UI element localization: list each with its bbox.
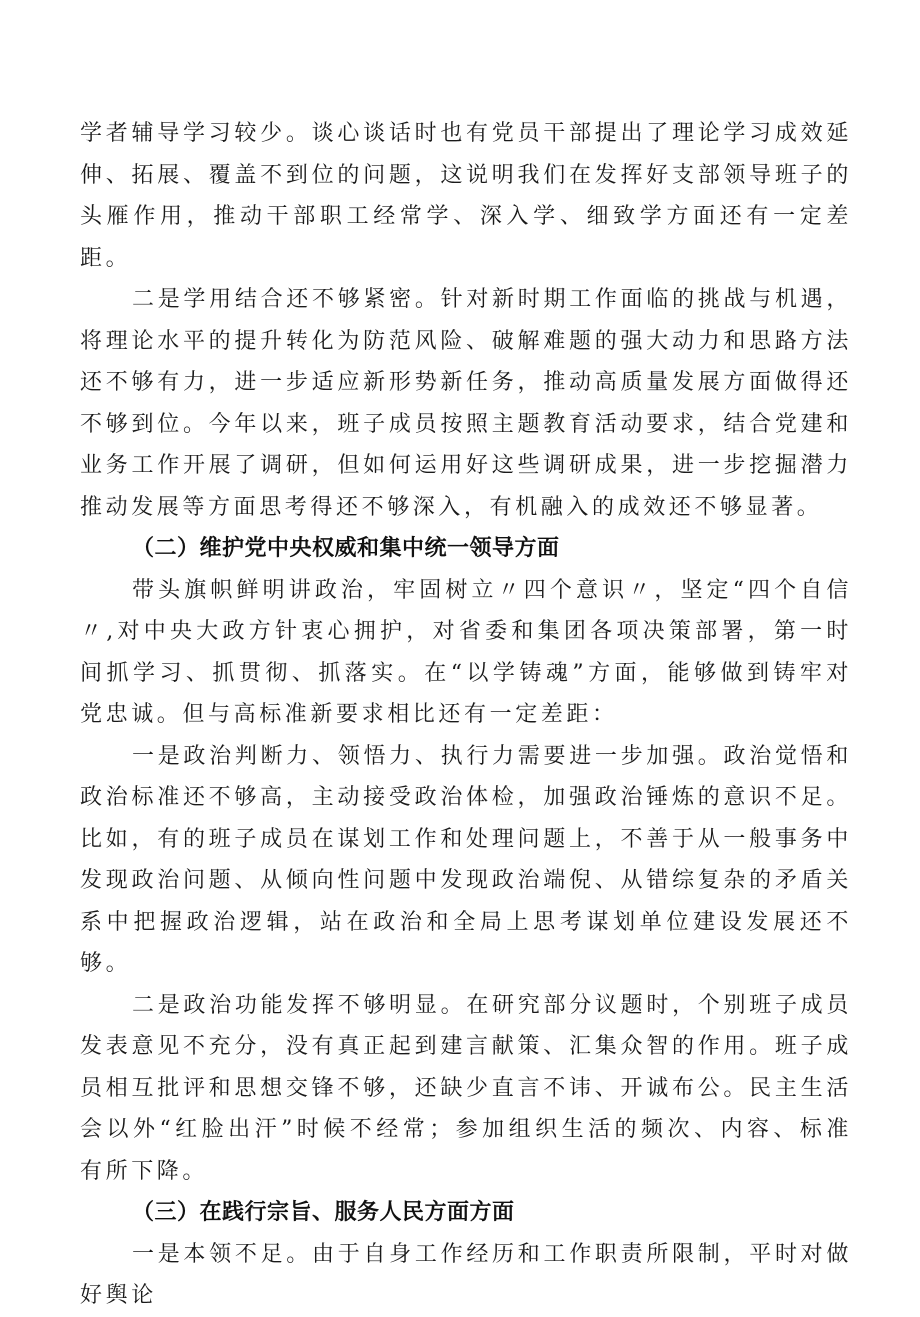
paragraph-political-judgment: 一是政治判断力、领悟力、执行力需要进一步加强。政治觉悟和政治标准还不够高，主动接受政治体检，加强政治锤炼的意识不足。比如，有的班子成员在谋划工作和处理问题上，不善于从一般事务中发现政治问题、从倾向性问题中发现政治端倪、从错综复杂的矛盾关系中把握政治逻辑，站在政治和全局上思考谋划单位建设发展还不够。 [80,743,852,976]
section-heading-3: （三）在践行宗旨、服务人民方面方面 [132,1200,515,1225]
section-heading-2: （二）维护党中央权威和集中统一领导方面 [132,536,560,561]
document-body [80,113,852,1317]
paragraph-political-function: 二是政治功能发挥不够明显。在研究部分议题时，个别班子成员发表意见不充分，没有真正起到建言献策、汇集众智的作用。班子成员相互批评和思想交锋不够，还缺少直言不讳、开诚布公。民主生活会以外“红脸出汗”时候不经常；参加组织生活的频次、内容、标准有所下降。 [80,992,852,1184]
paragraph-political-stance: 带头旗帜鲜明讲政治，牢固树立〃四个意识〃，坚定“四个自信〃,对中央大政方针衷心拥护，对省委和集团各项决策部署，第一时间抓学习、抓贯彻、抓落实。在“以学铸魂”方面，能够做到铸牢对党忠诚。但与高标准新要求相比还有一定差距： [80,577,852,727]
paragraph-capability: 一是本领不足。由于自身工作经历和工作职责所限制，平时对做好舆论 [80,1241,852,1308]
paragraph-theory-practice: 二是学用结合还不够紧密。针对新时期工作面临的挑战与机遇，将理论水平的提升转化为防范风险、破解难题的强大动力和思路方法还不够有力，进一步适应新形势新任务，推动高质量发展方面做得还不够到位。今年以来，班子成员按照主题教育活动要求，结合党建和业务工作开展了调研，但如何运用好这些调研成果，进一步挖掘潜力推动发展等方面思考得还不够深入，有机融入的成效还不够显著。 [80,287,852,520]
paragraph-continuation: 学者辅导学习较少。谈心谈话时也有党员干部提出了理论学习成效延伸、拓展、覆盖不到位的问题，这说明我们在发挥好支部领导班子的头雁作用，推动干部职工经常学、深入学、细致学方面还有一定差距。 [80,121,852,271]
